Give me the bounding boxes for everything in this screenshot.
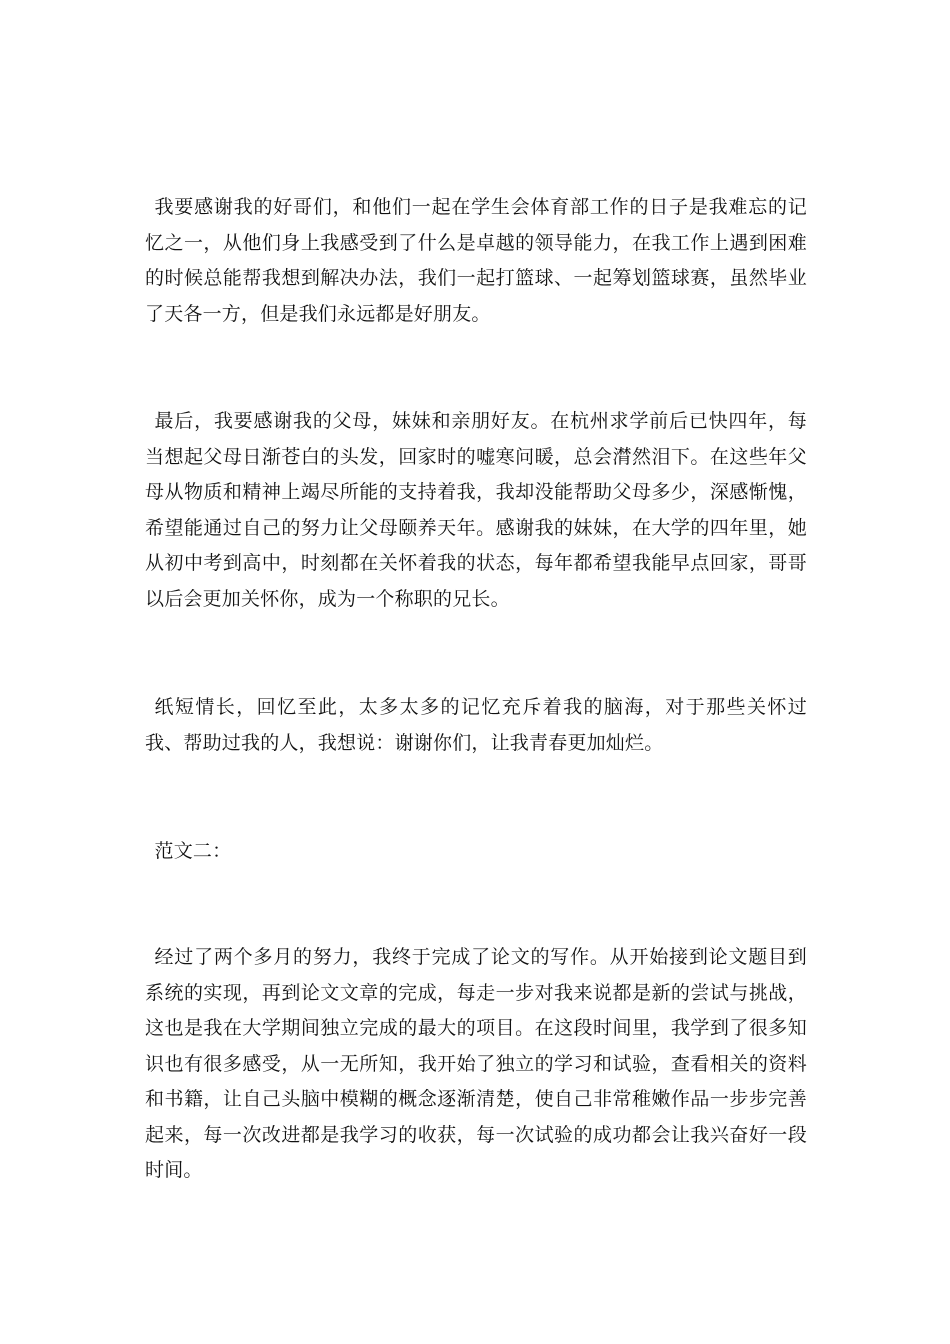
- paragraph-closing: 纸短情长，回忆至此，太多太多的记忆充斥着我的脑海，对于那些关怀过我、帮助过我的人，我想说：谢谢你们，让我青春更加灿烂。: [145, 696, 807, 754]
- section-heading-sample-two: 范文二：: [154, 840, 232, 862]
- paragraph-thanks-friends: 我要感谢我的好哥们，和他们一起在学生会体育部工作的日子是我难忘的记忆之一，从他们身上我感受到了什么是卓越的领导能力，在我工作上遇到困难的时候总能帮我想到解决办法，我们一起打篮球、一起筹划篮球赛，虽然毕业了天各一方，但是我们永远都是好朋友。: [145, 196, 807, 325]
- paragraph-thanks-family: 最后，我要感谢我的父母，妹妹和亲朋好友。在杭州求学前后已快四年，每当想起父母日渐苍白的头发，回家时的嘘寒问暖，总会潸然泪下。在这些年父母从物质和精神上竭尽所能的支持着我，我却没能帮助父母多少，深感惭愧，希望能通过自己的努力让父母颐养天年。感谢我的妹妹，在大学的四年里，她从初中考到高中，时刻都在关怀着我的状态，每年都希望我能早点回家，哥哥以后会更加关怀你，成为一个称职的兄长。: [145, 410, 807, 610]
- paragraph-thesis-experience: 经过了两个多月的努力，我终于完成了论文的写作。从开始接到论文题目到系统的实现，再到论文文章的完成，每走一步对我来说都是新的尝试与挑战，这也是我在大学期间独立完成的最大的项目。在这段时间里，我学到了很多知识也有很多感受，从一无所知，我开始了独立的学习和试验，查看相关的资料和书籍，让自己头脑中模糊的概念逐渐清楚，使自己非常稚嫩作品一步步完善起来，每一次改进都是我学习的收获，每一次试验的成功都会让我兴奋好一段时间。: [145, 946, 807, 1181]
